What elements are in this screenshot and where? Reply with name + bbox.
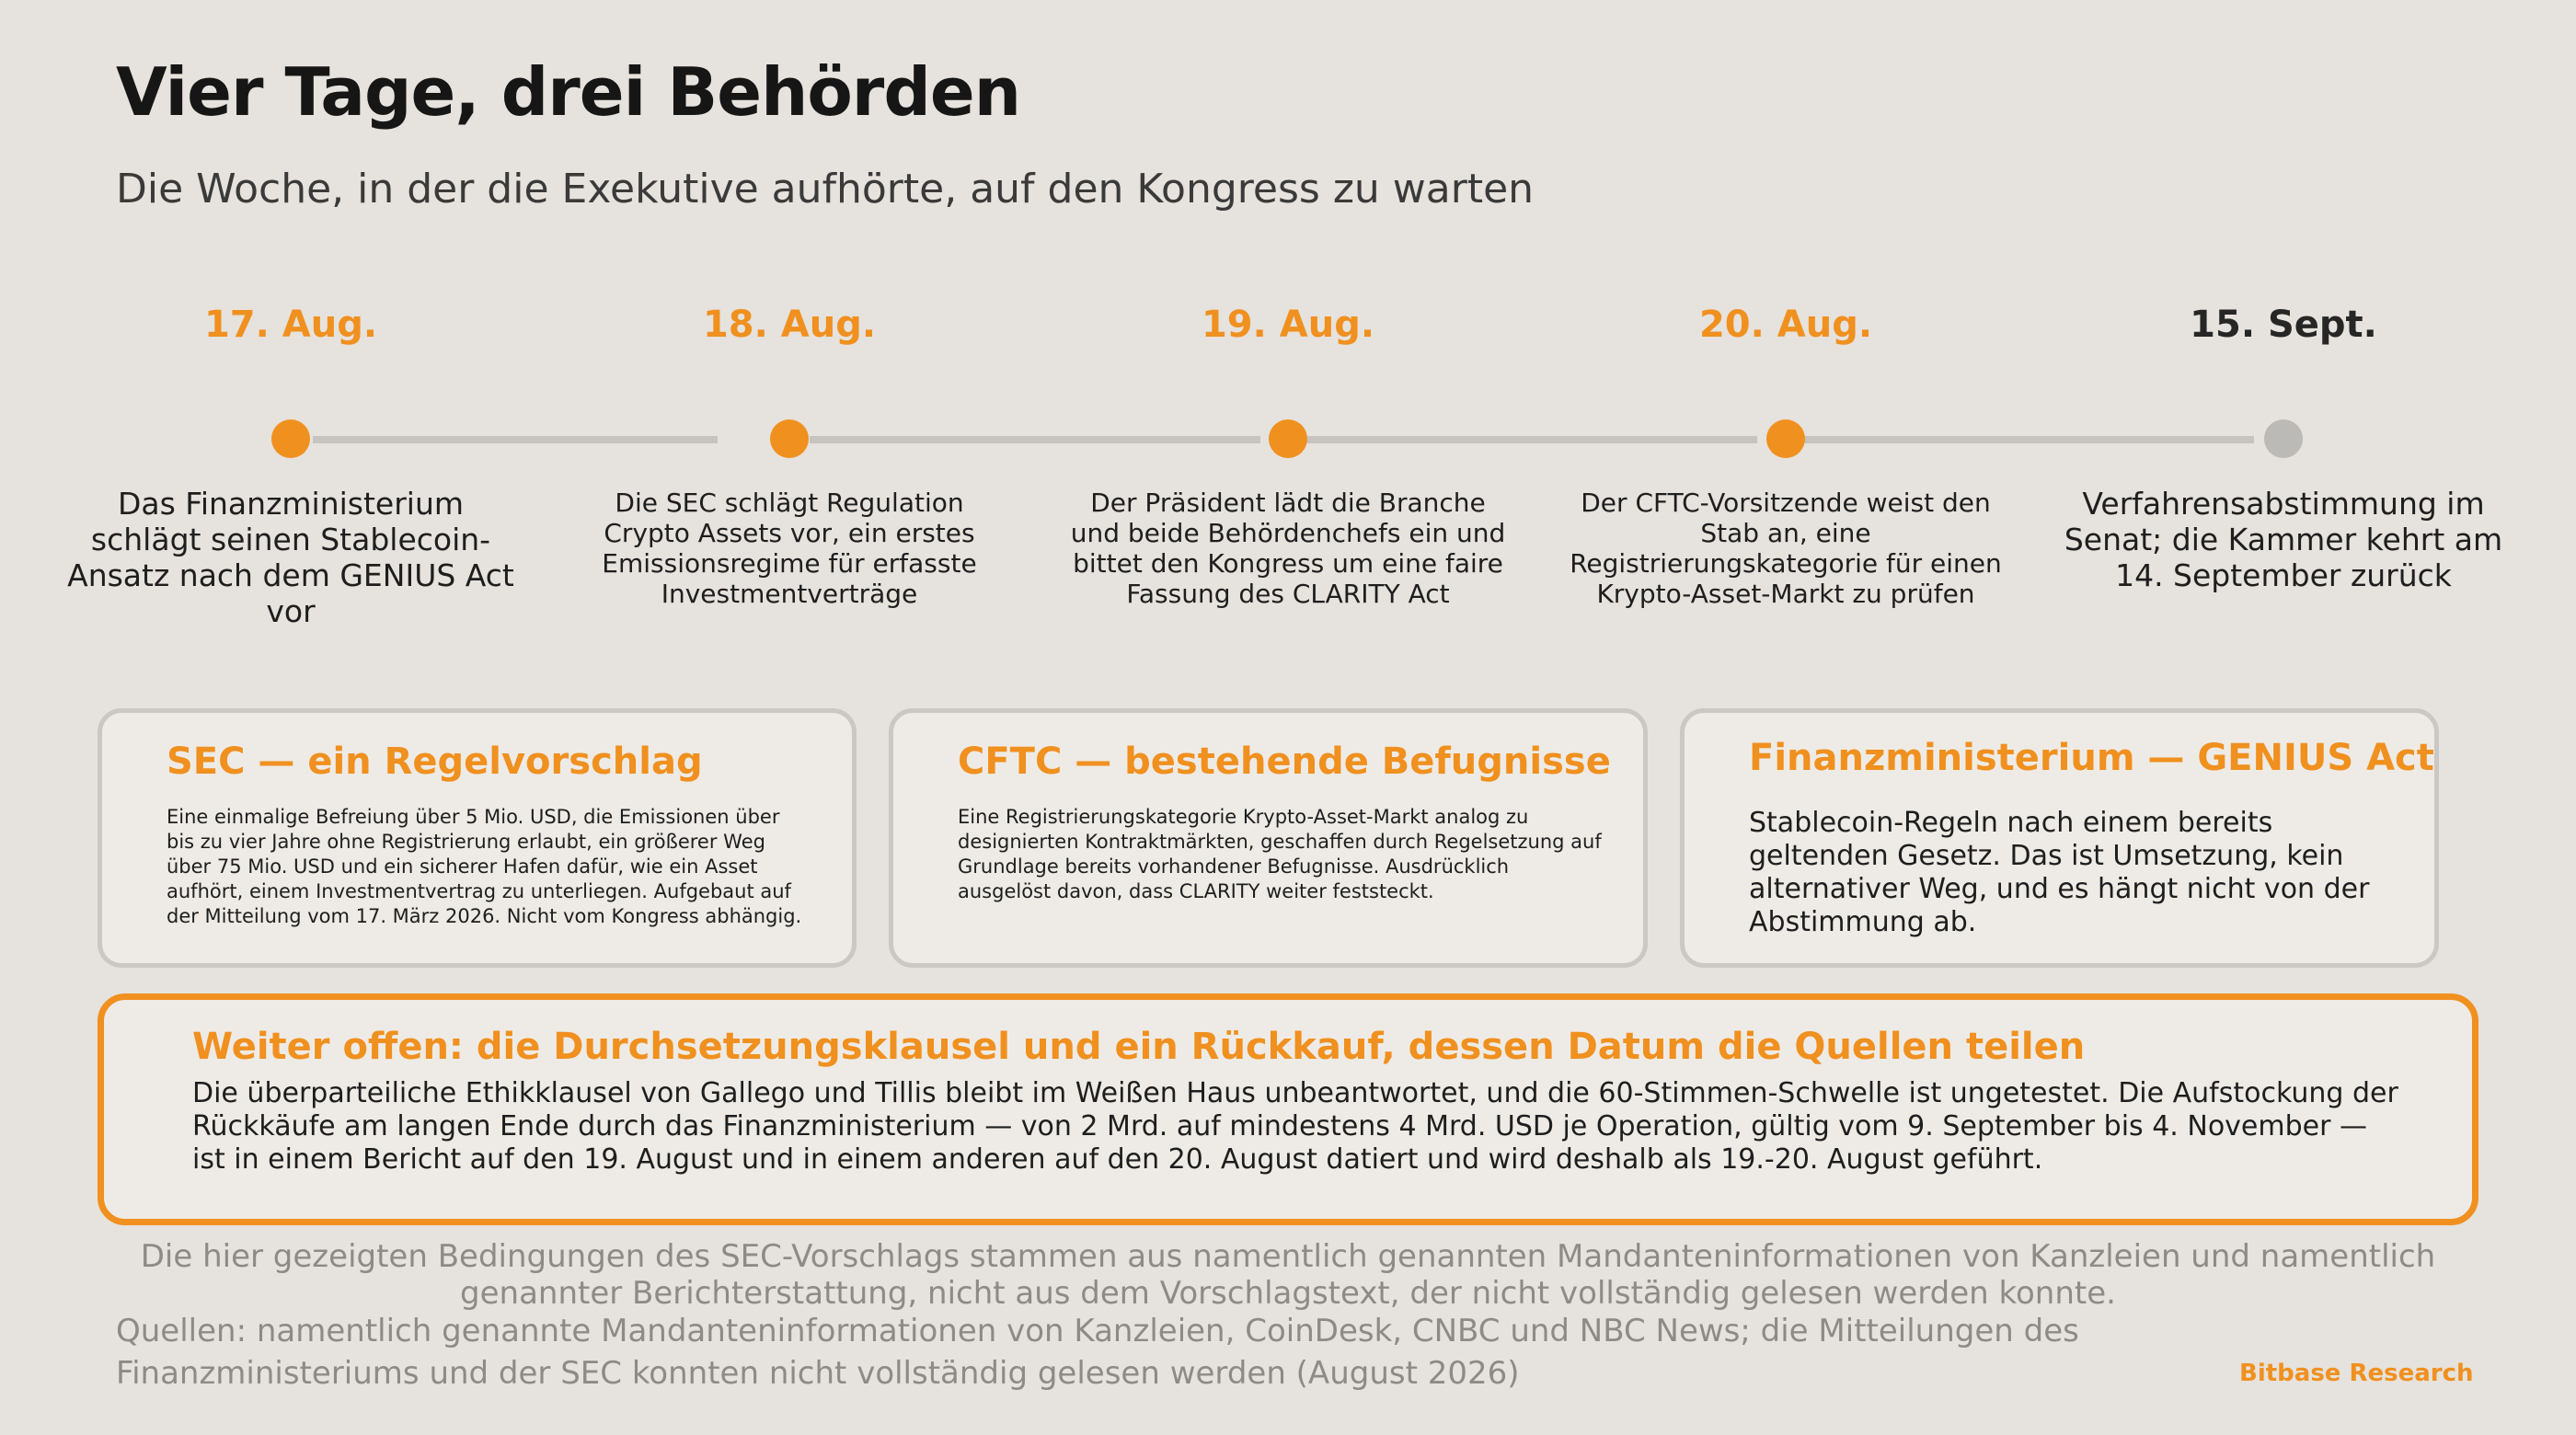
card-cftc [889, 708, 1648, 968]
timeline-connector [1306, 436, 1757, 443]
card-sec [98, 708, 857, 968]
timeline-date: 18. Aug. [702, 304, 877, 346]
card-title: Finanzministerium — GENIUS Act [1749, 737, 2434, 779]
timeline-dot [770, 419, 809, 458]
card-title: CFTC — bestehende Befugnisse [958, 740, 1611, 783]
open-issue-box [98, 993, 2478, 1225]
timeline-date: 17. Aug. [203, 304, 378, 346]
timeline-description: Der Präsident lädt die Branche und beide Behördenchefs ein und bittet den Kongress um eine faire Fassung des CLARITY Act [1070, 488, 1506, 609]
card-title: SEC — ein Regelvorschlag [167, 740, 703, 783]
timeline-dot [271, 419, 310, 458]
timeline-description: Das Finanzministerium schlägt seinen Stablecoin-Ansatz nach dem GENIUS Act vor [67, 486, 514, 629]
timeline-dot-upcoming [2264, 419, 2303, 458]
timeline-date: 15. Sept. [2190, 304, 2377, 346]
timeline-date: 19. Aug. [1201, 304, 1375, 346]
card-text: Eine Registrierungskategorie Krypto-Asset-Markt analog zu designierten Kontraktmärkten, geschaffen durch Regelsetzung auf Grundlage bereits vorhandener Befugnisse. Ausdrücklich ausgelöst davon, dass CLARITY weiter feststeckt. [958, 806, 1602, 902]
timeline-connector [313, 436, 718, 443]
sources: Quellen: namentlich genannte Mandanteninformationen von Kanzleien, CoinDesk, CNBC und NBC News; die Mitteilungen des Finanzministeriums und der SEC konnten nicht vollständig gelesen werden (August 2026) [116, 1313, 2079, 1392]
open-issue-text: Die überparteiliche Ethikklausel von Gallego und Tillis bleibt im Weißen Haus unbeantwortet, und die 60-Stimmen-Schwelle ist ungetestet. Die Aufstockung der Rückkäufe am langen Ende durch das Finanzministerium — von 2 Mrd. auf mindestens 4 Mrd. USD je Operation, gültig vom 9. September bis 4. November — ist in einem Bericht auf den 19. August und in einem anderen auf den 20. August datiert und wird deshalb als 19.-20. August geführt. [192, 1077, 2398, 1176]
timeline-dot [1269, 419, 1307, 458]
open-issue-title: Weiter offen: die Durchsetzungsklausel und ein Rückkauf, dessen Datum die Quellen teilen [192, 1026, 2086, 1068]
timeline-date: 20. Aug. [1698, 304, 1873, 346]
timeline-description: Verfahrensabstimmung im Senat; die Kammer kehrt am 14. September zurück [2064, 486, 2503, 593]
timeline-connector [810, 436, 1260, 443]
page-title: Vier Tage, drei Behörden [116, 53, 1020, 131]
timeline-dot [1766, 419, 1805, 458]
card-text: Eine einmalige Befreiung über 5 Mio. USD, die Emissionen über bis zu vier Jahre ohne Registrierung erlaubt, ein größerer Weg über 75 Mio. USD und ein sicherer Hafen dafür, wie ein Asset aufhört, einem Investmentvertrag zu unterliegen. Aufgebaut auf der Mitteilung vom 17. März 2026. Nicht vom Kongress abhängig. [167, 806, 802, 927]
page-subtitle: Die Woche, in der die Exekutive aufhörte, auf den Kongress zu warten [116, 166, 1535, 212]
brand-label: Bitbase Research [2239, 1360, 2474, 1387]
methodology-note: Die hier gezeigten Bedingungen des SEC-Vorschlags stammen aus namentlich genannten Mandanteninformationen von Kanzleien und namentlich genannter Berichterstattung, nicht aus dem Vorschlagstext, der nicht vollständig gelesen werden konnte. [140, 1238, 2436, 1312]
timeline-connector [1803, 436, 2254, 443]
timeline-description: Die SEC schlägt Regulation Crypto Assets vor, ein erstes Emissionsregime für erfasste Investmentverträge [602, 488, 977, 609]
timeline-description: Der CFTC-Vorsitzende weist den Stab an, eine Registrierungskategorie für einen Krypto-Asset-Markt zu prüfen [1570, 488, 2002, 609]
card-text: Stablecoin-Regeln nach einem bereits geltenden Gesetz. Das ist Umsetzung, kein alternativer Weg, und es hängt nicht von der Abstimmung ab. [1749, 807, 2370, 938]
card-treasury [1680, 708, 2439, 968]
